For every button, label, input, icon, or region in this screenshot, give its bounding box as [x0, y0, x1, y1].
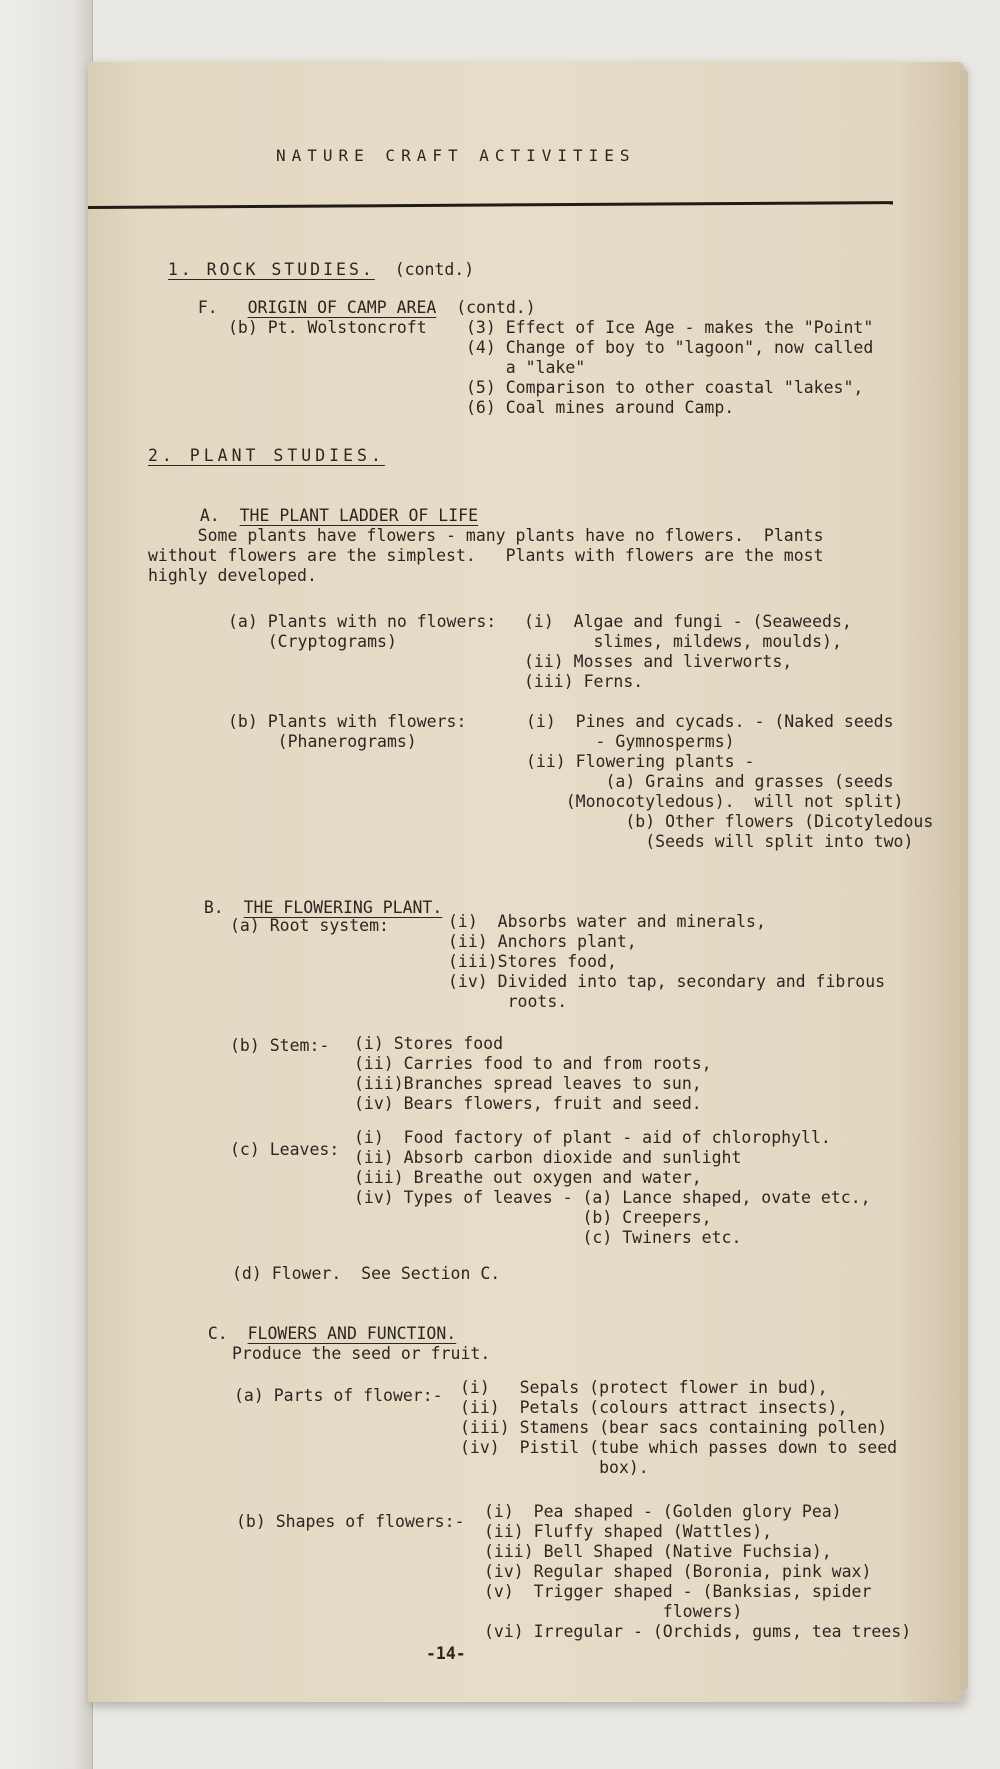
list-line: (iv) Regular shaped (Boronia, pink wax) — [484, 1562, 872, 1581]
list-line: (Seeds will split into two) — [526, 832, 914, 851]
list-line: - Gymnosperms) — [526, 732, 735, 751]
list-line: a "lake" — [466, 358, 586, 377]
flowers-intro: Produce the seed or fruit. — [232, 1344, 491, 1363]
parts-of-flower-label: (a) Parts of flower:- — [234, 1386, 443, 1405]
subsection-f-title: ORIGIN OF CAMP AREA — [247, 298, 437, 317]
list-line: (i) Pines and cycads. - (Naked seeds — [526, 712, 894, 731]
list-line: (i) Food factory of plant - aid of chlorophyll. — [354, 1128, 831, 1147]
root-system-label: (a) Root system: — [230, 916, 389, 935]
list-line: (ii) Petals (colours attract insects), — [460, 1398, 848, 1417]
shapes-of-flowers-list — [484, 1502, 911, 1642]
label-line: (a) Plants with no flowers: — [228, 612, 497, 631]
list-line: (a) Grains and grasses (seeds — [526, 772, 894, 791]
stem-label: (b) Stem:- — [230, 1036, 330, 1055]
intro-line: highly developed. — [148, 566, 317, 585]
list-line: flowers) — [484, 1602, 743, 1621]
section-1-title: 1. ROCK STUDIES. — [167, 260, 375, 279]
flower-reference: (d) Flower. See Section C. — [232, 1264, 501, 1283]
leaves-list — [354, 1128, 871, 1248]
subsection-f-contd: (contd.) — [456, 298, 536, 317]
no-flowers-label — [228, 612, 496, 652]
facing-page — [0, 0, 93, 1769]
section-2-heading: 2. PLANT STUDIES. — [148, 446, 385, 465]
subsection-a-letter: A. — [199, 506, 220, 525]
list-line: (3) Effect of Ice Age - makes the "Point" — [466, 318, 874, 337]
list-line: (iv) Bears flowers, fruit and seed. — [354, 1094, 702, 1113]
list-line: (i) Sepals (protect flower in bud), — [460, 1378, 828, 1397]
list-line: box). — [460, 1458, 649, 1477]
page-edge — [960, 70, 968, 1690]
list-line: (iv) Types of leaves - (a) Lance shaped, ovate etc., — [354, 1188, 871, 1207]
label-line: (Cryptograms) — [228, 632, 397, 651]
with-flowers-list — [526, 712, 933, 852]
subsection-b-title: THE FLOWERING PLANT. — [243, 898, 443, 917]
list-line: (ii) Mosses and liverworts, — [524, 652, 793, 671]
list-line: (ii) Fluffy shaped (Wattles), — [484, 1522, 773, 1541]
subsection-f-letter: F. — [197, 298, 218, 317]
subsection-c-title: FLOWERS AND FUNCTION. — [247, 1324, 457, 1343]
section-1-contd: (contd.) — [394, 260, 475, 279]
list-line: (iii) Breathe out oxygen and water, — [354, 1168, 702, 1187]
page-number: -14- — [426, 1644, 466, 1663]
section-1-heading — [148, 240, 474, 280]
no-flowers-list — [524, 612, 852, 692]
list-line: (iii)Branches spread leaves to sun, — [354, 1074, 702, 1093]
subsection-a-title: THE PLANT LADDER OF LIFE — [239, 506, 479, 525]
subsection-f — [178, 278, 536, 318]
parts-of-flower-list — [460, 1378, 897, 1478]
list-line: slimes, mildews, moulds), — [524, 632, 842, 651]
subsection-b-letter: B. — [203, 898, 224, 917]
root-system-list — [448, 912, 885, 1012]
list-line: (iv) Divided into tap, secondary and fibrous — [448, 972, 886, 991]
intro-line: Some plants have flowers - many plants have no flowers. Plants — [148, 526, 824, 545]
leaves-label: (c) Leaves: — [230, 1140, 340, 1159]
subsection-c — [188, 1304, 456, 1344]
list-line: (Monocotyledous). will not split) — [526, 792, 904, 811]
subsection-b — [184, 878, 442, 918]
list-line: (iii) Stamens (bear sacs containing pollen) — [460, 1418, 888, 1437]
list-line: (6) Coal mines around Camp. — [466, 398, 735, 417]
shapes-of-flowers-label: (b) Shapes of flowers:- — [236, 1512, 465, 1531]
list-line: (ii) Anchors plant, — [448, 932, 637, 951]
label-line: (b) Plants with flowers: — [228, 712, 467, 731]
list-line: (vi) Irregular - (Orchids, gums, tea trees) — [484, 1622, 912, 1641]
list-line: (i) Absorbs water and minerals, — [448, 912, 766, 931]
list-line: (b) Other flowers (Dicotyledous — [526, 812, 934, 831]
list-line: (4) Change of boy to "lagoon", now called — [466, 338, 874, 357]
subsection-a — [180, 486, 478, 526]
list-line: roots. — [448, 992, 568, 1011]
list-line: (i) Algae and fungi - (Seaweeds, — [524, 612, 852, 631]
list-line: (i) Pea shaped - (Golden glory Pea) — [484, 1502, 842, 1521]
page-title: NATURE CRAFT ACTIVITIES — [276, 146, 636, 165]
intro-line: without flowers are the simplest. Plants with flowers are the most — [148, 546, 824, 565]
list-line: (v) Trigger shaped - (Banksias, spider — [484, 1582, 872, 1601]
list-line: (iii) Bell Shaped (Native Fuchsia), — [484, 1542, 832, 1561]
item-b-list — [466, 318, 873, 418]
list-line: (ii) Absorb carbon dioxide and sunlight — [354, 1148, 742, 1167]
list-line: (b) Creepers, — [354, 1208, 712, 1227]
list-line: (c) Twiners etc. — [354, 1228, 742, 1247]
list-line: (i) Stores food — [354, 1034, 504, 1053]
subsection-c-letter: C. — [207, 1324, 228, 1343]
list-line: (ii) Flowering plants - — [526, 752, 755, 771]
list-line: (iii) Ferns. — [524, 672, 644, 691]
list-line: (iii)Stores food, — [448, 952, 617, 971]
list-line: (5) Comparison to other coastal "lakes", — [466, 378, 864, 397]
with-flowers-label — [228, 712, 466, 752]
list-line: (iv) Pistil (tube which passes down to seed — [460, 1438, 898, 1457]
stem-list — [354, 1034, 712, 1114]
item-b-label: (b) Pt. Wolstoncroft — [228, 318, 427, 337]
label-line: (Phanerograms) — [228, 732, 417, 751]
plant-ladder-intro — [148, 526, 824, 586]
list-line: (ii) Carries food to and from roots, — [354, 1054, 712, 1073]
